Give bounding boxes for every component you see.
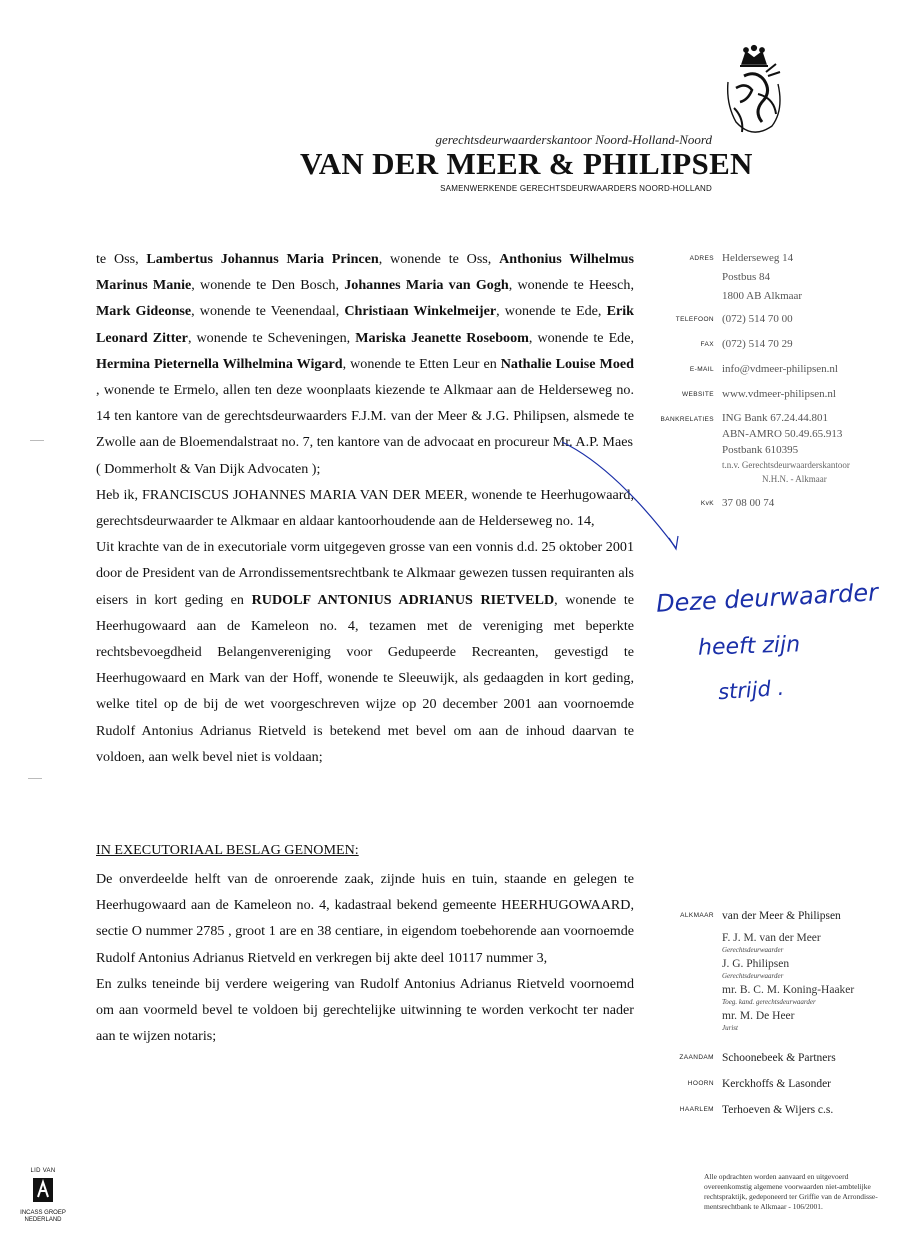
alkmaar-row [616,907,896,925]
handwritten-line: Deze deurwaarder [655,578,879,618]
bank-line: Postbank 610395 [722,444,799,456]
text-run: , wonende te Etten Leur en [342,355,501,372]
bank-label: BANKRELATIES [660,416,714,423]
hoorn-label: HOORN [687,1080,714,1087]
handwritten-arrow [560,440,700,560]
scan-speck [28,778,42,779]
phone-row [616,310,896,329]
fax-label: FAX [700,341,714,348]
website-row [616,385,896,404]
person-name: F. J. M. van der Meer [722,932,821,944]
bank-line: ABN-AMRO 50.49.65.913 [722,428,843,440]
website-link[interactable]: www.vdmeer-philipsen.nl [722,388,836,400]
bank-value [722,410,850,486]
incasso-groep-badge [16,1168,70,1228]
firm-tagline: gerechtsdeurwaarderskantoor Noord-Holland-Noord [435,132,712,147]
terms-disclaimer: Alle opdrachten worden aanvaard en uitgevoerd overeenkomstig algemene voorwaarden niet-ambtelijke rechtspraktijk, gedeponeerd ter Griffie van de Arrondisse-mentsrechtbank te Alkmaar - 106/2001. [704,1172,878,1211]
party-name: RUDOLF ANTONIUS ADRIANUS RIETVELD [251,591,555,608]
text-run: , wonende te Den Bosch, [191,277,345,294]
scan-speck [30,440,44,441]
party-name: Mariska Jeanette Roseboom [355,329,529,346]
address-line: 1800 AB Alkmaar [722,290,803,302]
sale-paragraph: En zulks teneinde bij verdere weigering van Rudolf Antonius Adrianus Rietveld voornoemd om aan voormeld bevel te voldoen bij gerechtelijke uitwinning te worden verkocht ter nader aan te wijzen notaris; [96,975,634,1045]
firm-name: VAN DER MEER & PHILIPSEN [300,146,753,181]
zaandam-office: Schoonebeek & Partners [722,1052,836,1064]
party-paragraph [96,246,634,456]
advocate-paragraph: ( Dommerholt & Van Dijk Advocaten ); [96,460,321,477]
text-run: , wonende te Oss, [378,251,500,267]
person-item [722,1009,896,1033]
zaandam-label: ZAANDAM [679,1054,714,1061]
party-name: Anthonius Wilhelmus Marinus Manie [96,251,635,294]
kvk-label: KvK [700,500,714,507]
fax-value: (072) 514 70 29 [722,338,793,350]
lion-crest-icon [718,42,790,144]
property-paragraph: De onverdeelde helft van de onroerende zaak, zijnde huis en tuin, staande en gelegen te Heerhugowaard aan de Kameleon no. 4, kadastraal bekend gemeente HEERHUGOWAARD, sectie O nummer 2785 , groot 1 are en 38 centiare, in eigendom toebehorende aan voornoemde Rudolf Antonius Adrianus Rietveld en verkregen bij akte deel 10117 nummer 3, [96,871,634,966]
party-name: Johannes Maria van Gogh [344,277,509,294]
haarlem-office: Terhoeven & Wijers c.s. [722,1104,834,1116]
party-name: Christiaan Winkelmeijer [344,303,497,320]
text-run: , wonende te Heesch, [508,277,634,294]
person-name: mr. B. C. M. Koning-Haaker [722,984,855,996]
address-row [616,249,896,306]
text-run: Uit krachte van de in executoriale vorm uitgegeven grosse van een vonnis d.d. 25 oktober 2001 door de President van de Arrondissementsrechtbank te Alkmaar gewezen tussen requiranten als eisers in kort geding en [96,539,634,608]
phone-value: (072) 514 70 00 [722,313,793,325]
person-role: Gerechtsdeurwaarder [722,972,784,980]
bailiff-paragraph: Heb ik, FRANCISCUS JOHANNES MARIA VAN DER MEER, wonende te Heerhugowaard, gerechtsdeurwaarder te Alkmaar en aldaar kantoorhoudende aan de Helderseweg no. 14, [96,486,634,530]
badge-bottom-label: INCASS GROEP [20,1210,66,1216]
text-run: , wonende te Ede, [496,303,607,320]
kvk-value: 37 08 00 74 [722,497,775,509]
text-run: , wonende te Ermelo, allen ten deze woonplaats kiezende te Alkmaar aan de Helderseweg no. 14 ten kantore van de gerechtsdeurwaarders F.J.M. van der Meer & J.G. Philipsen, alsmede te Zwolle aan de Bloemendalstraat no. 7, ten kantore van de advocaat en procureur Mr. A.P. Maes [96,382,634,451]
email-row [616,360,896,379]
bank-line: ING Bank 67.24.44.801 [722,412,829,424]
text-run: , wonende te Ede, [528,329,635,346]
email-link[interactable]: info@vdmeer-philipsen.nl [722,363,838,375]
party-name: Erik Leonard Zitter [96,303,634,346]
fax-row [616,335,896,354]
incasso-logo-icon [32,1177,54,1203]
person-role: Toeg. kand. gerechtsdeurwaarder [722,998,816,1006]
address-line: Postbus 84 [722,271,770,283]
text-run: te Oss, [96,251,147,267]
party-name: Mark Gideonse [96,303,192,320]
haarlem-row [616,1101,896,1119]
person-role: Jurist [722,1024,738,1032]
party-name: Hermina Pieternella Wilhelmina Wigard [96,355,343,372]
partners-block [616,907,896,1119]
judgment-paragraph [96,534,634,770]
person-item [722,931,896,955]
address-label: ADRES [689,255,714,262]
handwritten-note [650,578,900,718]
people-list [722,931,896,1033]
text-run: , wonende te Veenendaal, [191,303,345,320]
zaandam-row [616,1049,896,1067]
text-run: , wonende te Scheveningen, [187,329,356,346]
person-item [722,983,896,1007]
address-value [722,249,802,306]
handwritten-line: strijd . [717,675,785,705]
phone-label: TELEFOON [675,316,714,323]
hoorn-office: Kerckhoffs & Lasonder [722,1078,832,1090]
address-line: Helderseweg 14 [722,252,794,264]
hoorn-row [616,1075,896,1093]
bank-note: t.n.v. Gerechtsdeurwaarderskantoor [722,460,850,470]
handwritten-line: heeft zijn [697,632,801,661]
website-label: WEBSITE [681,391,714,398]
haarlem-label: HAARLEM [679,1106,714,1113]
person-name: J. G. Philipsen [722,958,790,970]
text-run: , wonende te Heerhugowaard aan de Kameleon no. 4, tezamen met de vereniging met beperkte rechtsbevoegdheid Belangenvereniging voor Gedupeerde Recreanten, gevestigd te Heerhugowaard en Mark van der Hoff, wonende te Sleeuwijk, als gedaagden in kort geding, welke titel op de bij de wet voorgeschreven wijze op 20 december 2001 aan voornoemde Rudolf Antonius Adrianus Rietveld is betekend met bevel om aan de inhoud daarvan te voldoen, aan welk bevel niet is voldaan; [96,591,634,765]
person-role: Gerechtsdeurwaarder [722,946,784,954]
alkmaar-office: van der Meer & Philipsen [722,910,841,922]
party-name: Lambertus Johannus Maria Princen [146,251,379,267]
bank-note: N.H.N. - Alkmaar [762,474,827,484]
badge-top-label: LID VAN [30,1168,56,1174]
deed-body [96,246,634,770]
firm-subtitle: SAMENWERKENDE GERECHTSDEURWAARDERS NOORD-HOLLAND [440,184,712,193]
person-item [722,957,896,981]
badge-bottom-label: NEDERLAND [24,1217,62,1223]
party-name: Nathalie Louise Moed [500,355,634,372]
email-label: E-MAIL [689,366,714,373]
alkmaar-label: ALKMAAR [680,912,714,919]
section-heading: IN EXECUTORIAAL BESLAG GENOMEN: [96,842,359,858]
person-name: mr. M. De Heer [722,1010,795,1022]
seizure-body [96,866,634,1049]
